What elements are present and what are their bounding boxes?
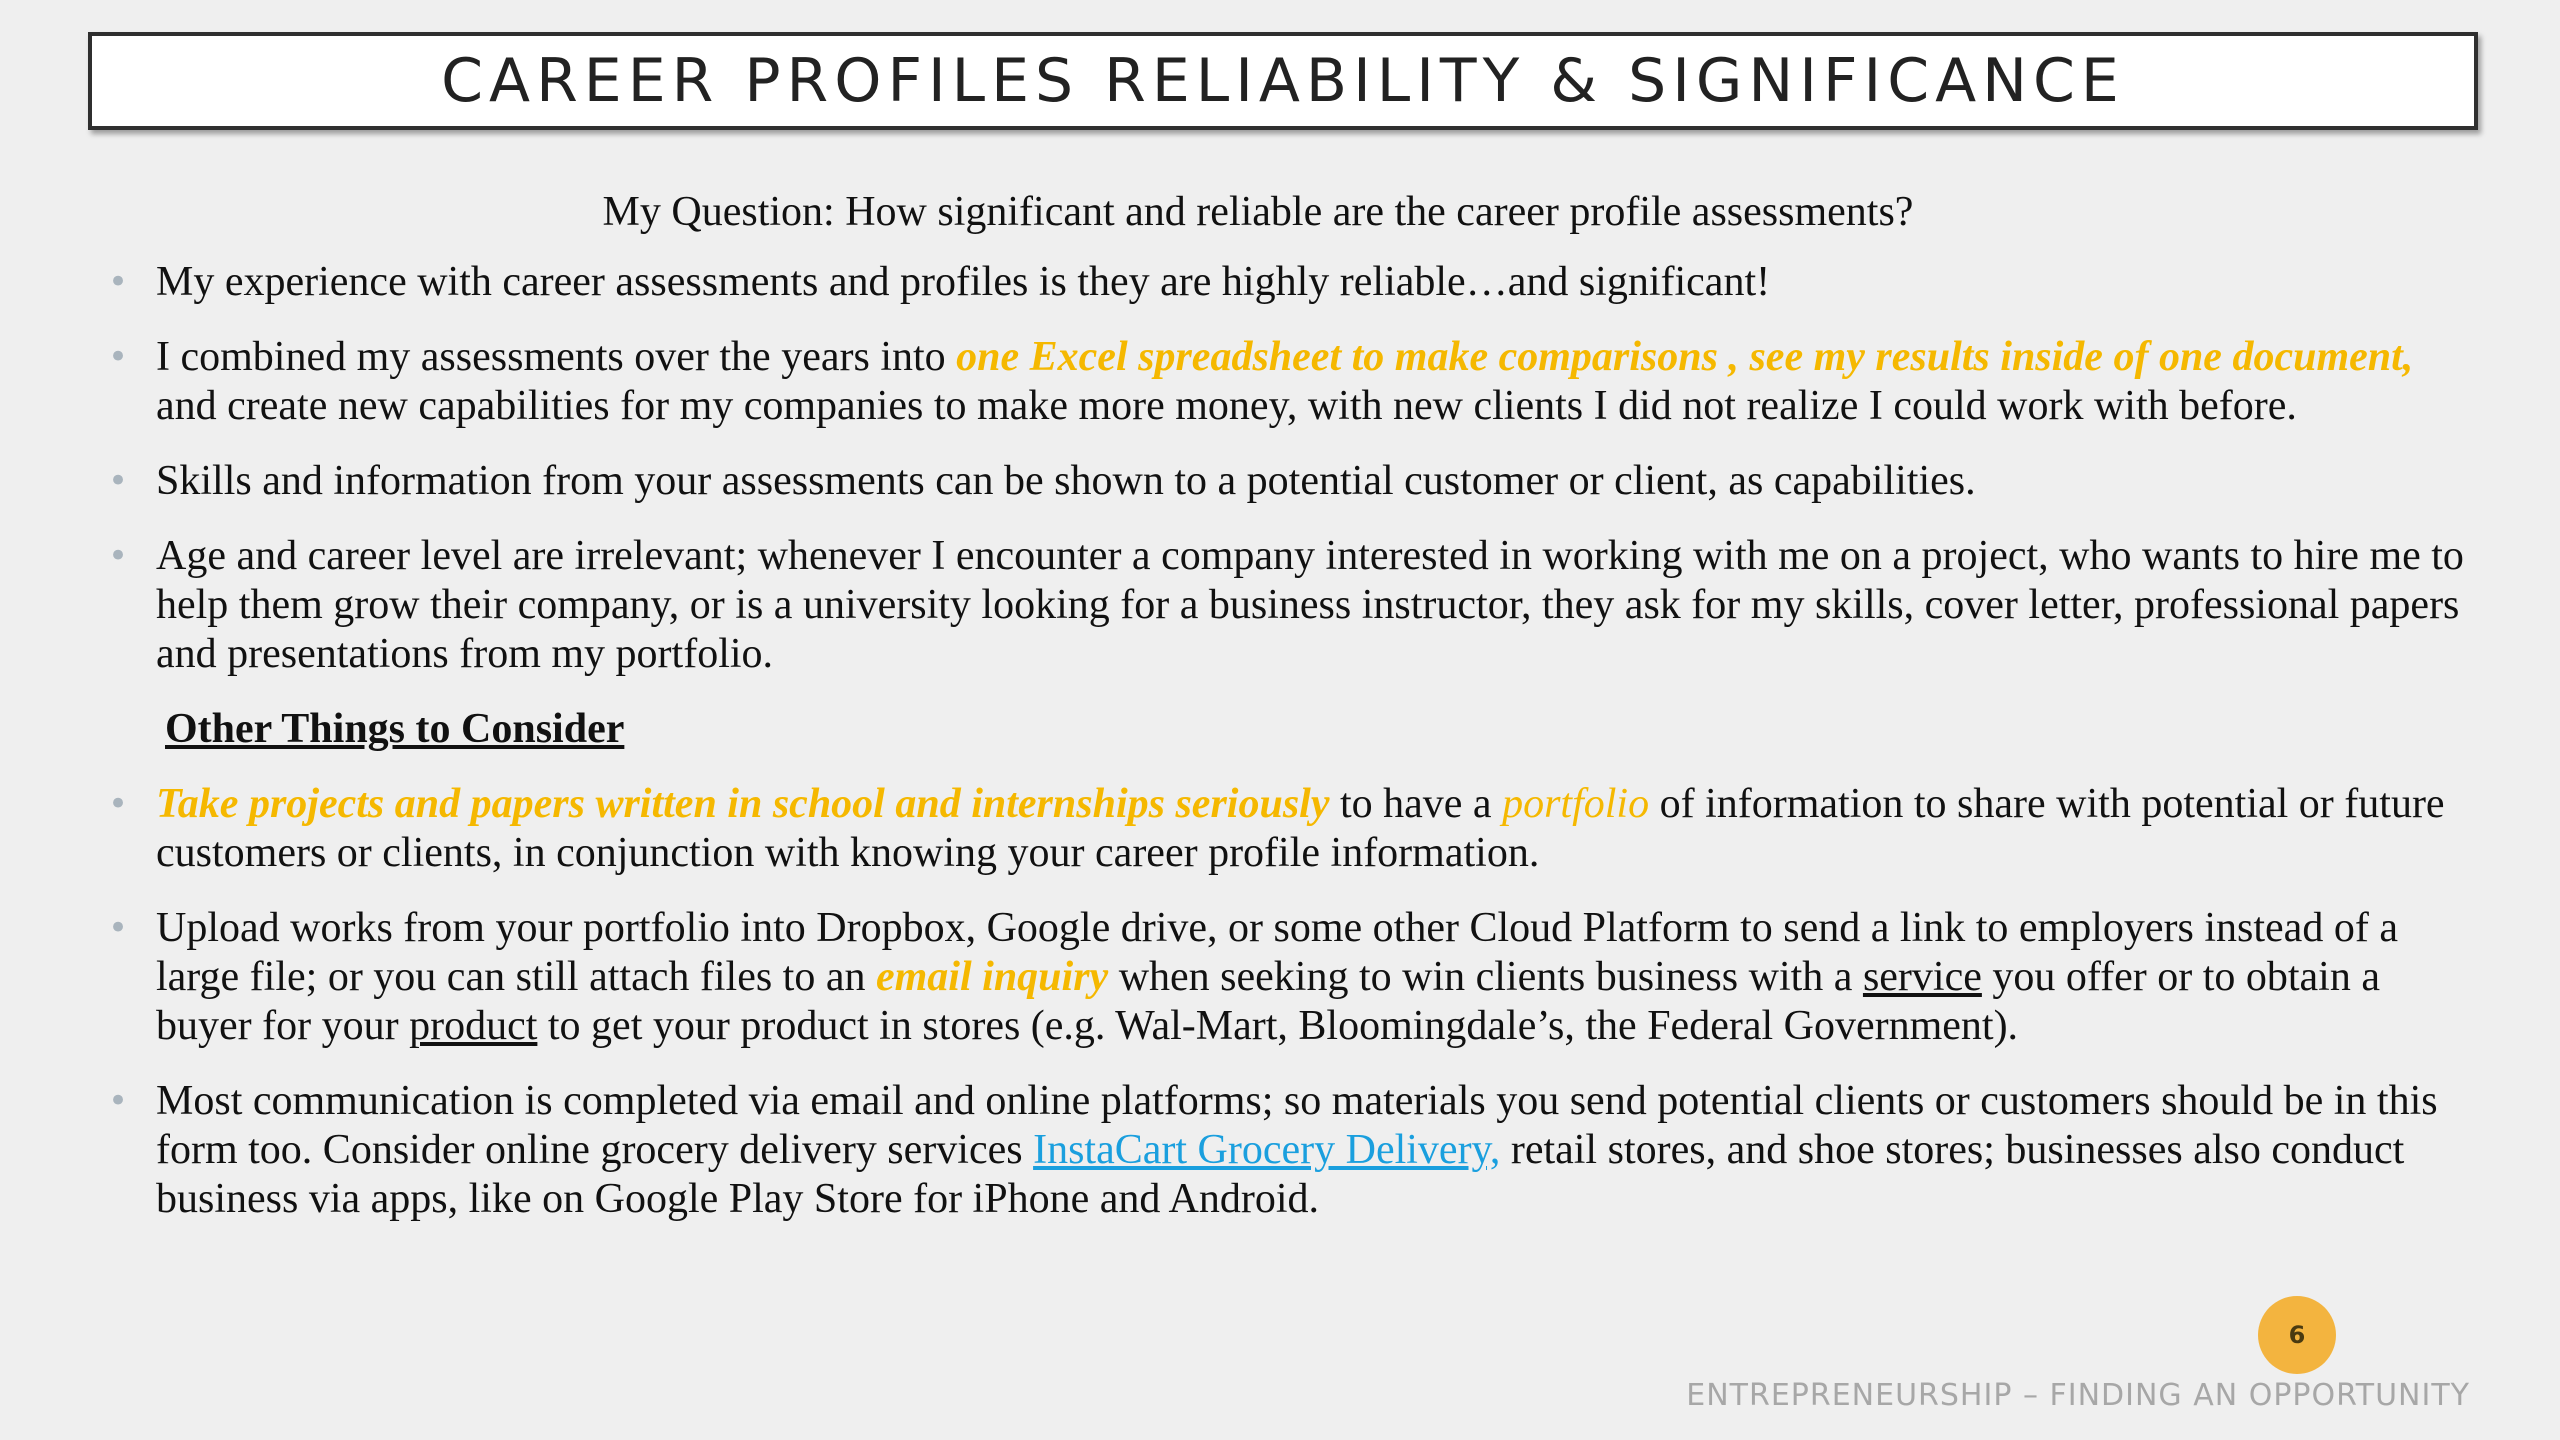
bullet-item — [108, 1077, 2468, 1224]
content-body — [108, 258, 2468, 1250]
bullet-item — [108, 904, 2468, 1051]
bullet-item — [108, 780, 2468, 878]
bullet-text: Most communication is completed via email and online platforms; so materials you send potential clients or customers should be in this form too. Consider online grocery delivery services — [156, 1078, 2438, 1173]
underlined-text: service — [1862, 954, 1982, 1000]
bullet-text: My experience with career assessments and profiles is they are highly reliable…and significant! — [156, 259, 1771, 305]
title-box — [88, 32, 2478, 130]
bullet-dot-icon: • — [108, 262, 129, 302]
bullet-item — [108, 333, 2468, 431]
highlight-text: one Excel spreadsheet to make comparisons , see my results inside of one document, — [956, 334, 2414, 380]
highlight-text: email inquiry — [876, 954, 1109, 1000]
bullet-dot-icon: • — [108, 784, 129, 824]
underlined-text: product — [409, 1003, 538, 1049]
bullet-text: you offer or to obtain a buyer for your — [156, 954, 2380, 1049]
bullet-text: to get your product in stores (e.g. Wal-Mart, Bloomingdale’s, the Federal Government). — [537, 1003, 2019, 1049]
bullet-text: of information to share with potential or future customers or clients, in conjunction with knowing your career profile information. — [156, 781, 2445, 876]
bullet-dot-icon: • — [108, 1081, 129, 1121]
bullet-text: Age and career level are irrelevant; whenever I encounter a company interested in working with me on a project, who wants to hire me to help them grow their company, or is a university looking for a business instructor, they ask for my skills, cover letter, professional papers and presentations from my portfolio. — [156, 533, 2464, 677]
bullet-text: Skills and information from your assessments can be shown to a potential customer or client, as capabilities. — [156, 458, 1976, 504]
highlight-text: portfolio — [1502, 781, 1650, 827]
bullet-dot-icon: • — [108, 908, 129, 948]
bullet-text: and create new capabilities for my companies to make more money, with new clients I did not realize I could work with before. — [156, 383, 2297, 429]
subheading: Other Things to Consider — [165, 706, 625, 752]
bullet-dot-icon: • — [108, 337, 129, 377]
bullet-text: when seeking to win clients business with a — [1108, 954, 1863, 1000]
page-number-badge: 6 — [2258, 1296, 2336, 1374]
bullet-dot-icon: • — [108, 536, 129, 576]
bullet-item — [108, 532, 2468, 679]
bullet-item — [108, 258, 2468, 307]
bullet-text: to have a — [1329, 781, 1503, 827]
question-text: My Question: How significant and reliable are the career profile assessments? — [602, 189, 1914, 235]
slide-title: CAREER PROFILES RELIABILITY & SIGNIFICANCE — [441, 46, 2125, 116]
bullet-item — [108, 457, 2468, 506]
instacart-link[interactable]: InstaCart Grocery Delivery, — [1033, 1127, 1501, 1173]
bullet-text: Upload works from your portfolio into Dropbox, Google drive, or some other Cloud Platform to send a link to employers instead of a large file; or you can still attach files to an — [156, 905, 2398, 1000]
bullet-dot-icon: • — [108, 461, 129, 501]
highlight-text: Take projects and papers written in school and internships seriously — [156, 781, 1330, 827]
bullet-text: retail stores, and shoe stores; businesses also conduct business via apps, like on Google Play Store for iPhone and Android. — [156, 1127, 2405, 1222]
footer-text: ENTREPRENEURSHIP – FINDING AN OPPORTUNITY — [1686, 1378, 2470, 1413]
bullet-text: I combined my assessments over the years into — [156, 334, 957, 380]
